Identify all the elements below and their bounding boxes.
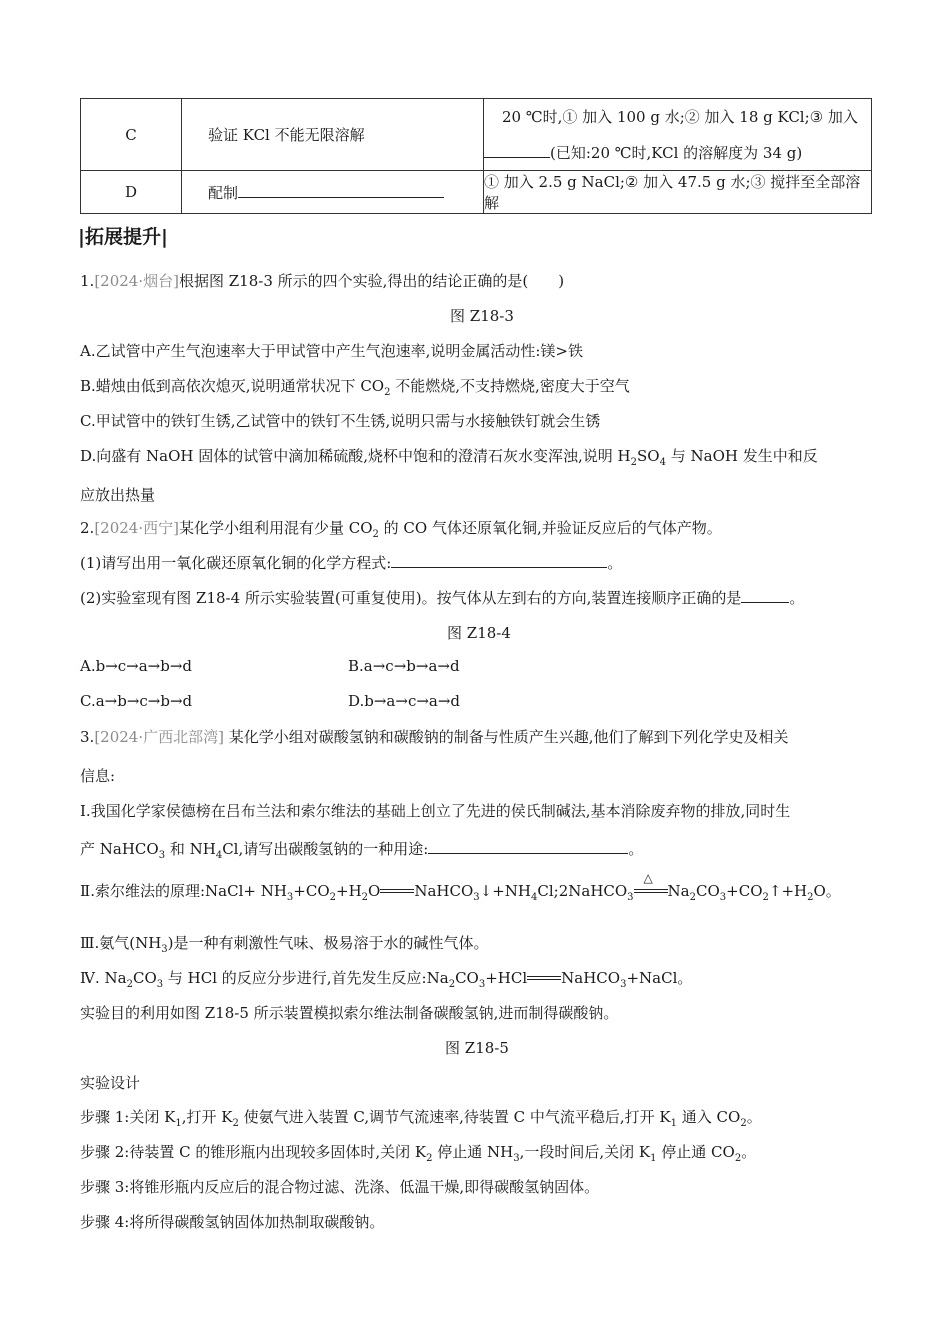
design-heading: 实验设计 <box>80 1074 141 1092</box>
row-purpose: 配制 <box>182 171 484 214</box>
info-4-equation: Ⅳ. $Na_2CO_3$ 与 HCl 的反应分步进行,首先发生反应$:Na_2CO_3+HCl$ NaHCO$_3$+NaCl。 <box>80 969 693 990</box>
option-a: A.b→c→a→b→d <box>80 657 193 675</box>
experiment-table <box>80 98 872 214</box>
option-b: B.a→c→b→a→d <box>348 657 460 675</box>
step-3: 步骤 3:将锥形瓶内反应后的混合物过滤、洗涤、低温干燥,即得碳酸氢钠固体。 <box>80 1178 600 1196</box>
option-c: C.a→b→c→b→d <box>80 692 193 710</box>
answer-blank[interactable] <box>428 839 628 854</box>
heating-equals-sign-icon <box>634 871 668 896</box>
step-2: 步骤 2:待装置 C 的锥形瓶内出现较多固体时,关闭 $K_2$ 停止通 $NH_3$,一段时间后,关闭 $K_1$ 停止通 $CO_2$。 <box>80 1143 757 1164</box>
option-d: D.向盛有 NaOH 固体的试管中滴加稀硫酸,烧杯中饱和的澄清石灰水变浑浊,说明 $H_2SO_4$ 与 NaOH 发生中和反 <box>80 447 818 468</box>
info-2-equation: Ⅱ.索尔维法的原理:NaCl+ $NH_3+CO_2+H_2O$ $NaHCO_3↓+NH_4Cl;2NaHCO_3$ △ $Na_2CO_3+CO_2↑+H_2O$。 <box>80 871 841 903</box>
info-1-continued: 产 NaHCO$_3$ 和 $NH_4Cl$,请写出碳酸氢钠的一种用途: 。 <box>80 840 644 861</box>
step-1: 步骤 1:关闭 $K_1$,打开 $K_2$ 使氨气进入装置 C,调节气流速率,待装置 C 中气流平稳后,打开 $K_1$ 通入 $CO_2$。 <box>80 1108 762 1129</box>
option-d: D.b→a→c→a→d <box>348 692 461 710</box>
table-row <box>81 171 872 214</box>
question-2-part-2: (2)实验室现有图 Z18-4 所示实验装置(可重复使用)。按气体从左到右的方向,装置连接顺序正确的是 。 <box>80 589 805 607</box>
figure-caption: 图 Z18-5 <box>445 1039 509 1057</box>
equals-sign-icon <box>380 888 414 896</box>
answer-blank[interactable] <box>484 143 550 158</box>
row-steps: ① 加入 2.5 g NaCl;② 加入 47.5 g 水;③ 搅拌至全部溶解 <box>484 171 872 214</box>
answer-blank[interactable] <box>741 588 789 603</box>
option-a: A.乙试管中产生气泡速率大于甲试管中产生气泡速率,说明金属活动性:镁>铁 <box>80 342 583 360</box>
option-c: C.甲试管中的铁钉生锈,乙试管中的铁钉不生锈,说明只需与水接触铁钉就会生锈 <box>80 412 601 430</box>
question-2-part-1: (1)请写出用一氧化碳还原氧化铜的化学方程式: 。 <box>80 554 623 572</box>
question-2-stem: 2.[2024·西宁]某化学小组利用混有少量 $CO_2$ 的 CO 气体还原氧化铜,并验证反应后的气体产物。 <box>80 519 722 540</box>
heat-triangle-icon: △ <box>643 871 653 885</box>
info-1: Ⅰ.我国化学家侯德榜在吕布兰法和索尔维法的基础上创立了先进的侯氏制碱法,基本消除废弃物的排放,同时生 <box>80 802 791 820</box>
row-label: C <box>81 99 182 171</box>
row-label: D <box>81 171 182 214</box>
answer-blank[interactable] <box>391 553 607 568</box>
question-3-stem: 3.[2024·广西北部湾] 某化学小组对碳酸氢钠和碳酸钠的制备与性质产生兴趣,他们了解到下列化学史及相关 <box>80 728 789 746</box>
row-steps: 20 ℃时,① 加入 100 g 水;② 加入 18 g KCl;③ 加入 (已知:20 ℃时,KCl 的溶解度为 34 g) <box>484 99 872 171</box>
table-row <box>81 99 872 171</box>
row-purpose: 验证 KCl 不能无限溶解 <box>182 99 484 171</box>
question-3-stem-continued: 信息: <box>80 767 116 785</box>
equals-sign-icon <box>527 975 561 983</box>
section-title: |拓展提升| <box>78 226 168 248</box>
step-4: 步骤 4:将所得碳酸氢钠固体加热制取碳酸钠。 <box>80 1213 385 1231</box>
answer-blank[interactable] <box>238 183 444 198</box>
figure-caption: 图 Z18-4 <box>447 624 511 642</box>
experiment-goal: 实验目的利用如图 Z18-5 所示装置模拟索尔维法制备碳酸氢钠,进而制得碳酸钠。 <box>80 1004 619 1022</box>
info-3: Ⅲ.氨气$(NH_3)$是一种有刺激性气味、极易溶于水的碱性气体。 <box>80 934 489 955</box>
option-d-continued: 应放出热量 <box>80 486 156 504</box>
option-b: B.蜡烛由低到高依次熄灭,说明通常状况下 $CO_2$ 不能燃烧,不支持燃烧,密度大于空气 <box>80 377 630 398</box>
question-1-stem: 1.[2024·烟台]根据图 Z18-3 所示的四个实验,得出的结论正确的是( ) <box>80 272 565 290</box>
figure-caption: 图 Z18-3 <box>450 307 514 325</box>
